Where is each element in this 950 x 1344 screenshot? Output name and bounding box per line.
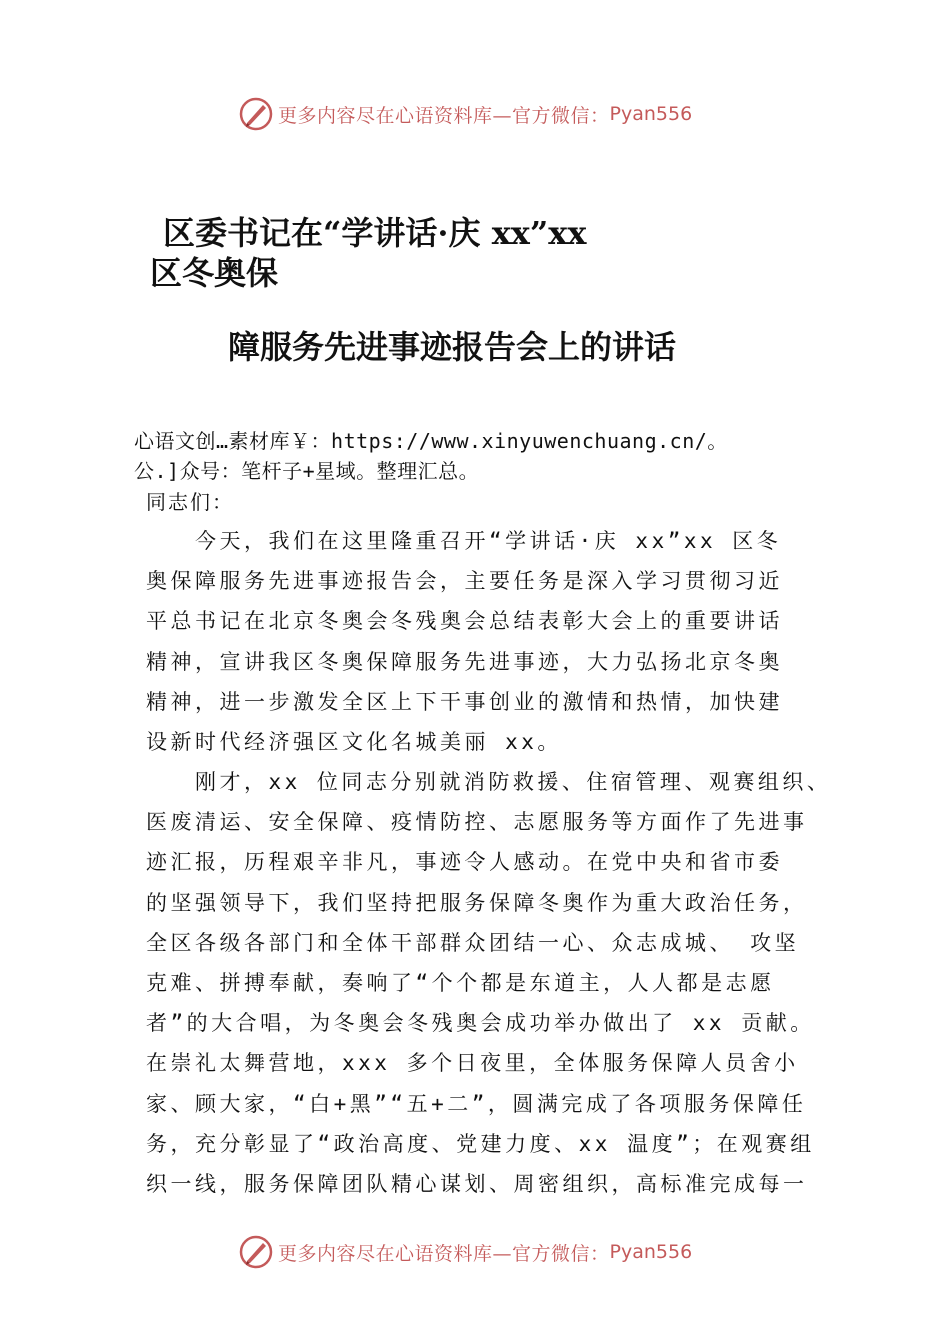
- paragraph-line: 务，充分彰显了“政治高度、党建力度、xx 温度”；在观赛组: [146, 1131, 815, 1156]
- paragraph-line: 今天，我们在这里隆重召开“学讲话·庆 xx”xx 区冬: [146, 529, 782, 553]
- paragraph-line: 织一线，服务保障团队精心谋划、周密组织，高标准完成每一: [146, 1171, 808, 1196]
- source-line-1: 心语文创…素材库￥：https://www.xinyuwenchuang.cn/。: [134, 429, 728, 453]
- paragraph-line: 全区各级各部门和全体干部群众团结一心、众志成城、 攻坚: [146, 930, 800, 955]
- banner-handle: Pyan556: [609, 1241, 693, 1263]
- header-banner: [238, 94, 758, 134]
- pen-circle-logo-icon: [238, 1234, 274, 1270]
- paragraph-line: 医废清运、安全保障、疫情防控、志愿服务等方面作了先进事: [146, 810, 808, 835]
- paragraph-line: 者”的大合唱，为冬奥会冬残奥会成功举办做出了 xx 贡献。: [146, 1011, 815, 1036]
- paragraph-line: 精神，进一步激发全区上下干事创业的激情和热情，加快建: [146, 689, 783, 714]
- footer-banner: [238, 1232, 758, 1272]
- pen-circle-logo-icon: [238, 96, 274, 132]
- paragraph-line: 迹汇报，历程艰辛非凡，事迹令人感动。在党中央和省市委: [146, 850, 783, 875]
- banner-text: 更多内容尽在心语资料库—官方微信：: [278, 1242, 610, 1265]
- document-title-line-2: 区冬奥保: [150, 254, 279, 292]
- document-title-line-1: 区委书记在“学讲话·庆 xx”xx: [163, 214, 587, 252]
- document-title-line-3: 障服务先进事迹报告会上的讲话: [228, 328, 677, 366]
- paragraph-line: 的坚强领导下，我们坚持把服务保障冬奥作为重大政治任务，: [146, 890, 808, 915]
- banner-text: 更多内容尽在心语资料库—官方微信：: [278, 104, 610, 127]
- paragraph-line: 家、顾大家，“白+黑”“五+二”，圆满完成了各项服务保障任: [146, 1091, 807, 1116]
- banner-handle: Pyan556: [609, 103, 693, 125]
- paragraph-line: 精神，宣讲我区冬奥保障服务先进事迹，大力弘扬北京冬奥: [146, 649, 783, 674]
- source-line-2: 公.]众号：笔杆子+星域。整理汇总。: [134, 459, 480, 483]
- paragraph-2: [146, 762, 832, 1204]
- salutation: 同志们：: [146, 490, 234, 514]
- paragraph-line: 克难、拼搏奉献，奏响了“个个都是东道主，人人都是志愿: [146, 970, 775, 995]
- paragraph-line: 设新时代经济强区文化名城美丽 xx。: [146, 729, 562, 754]
- paragraph-line: 刚才，xx 位同志分别就消防救援、住宿管理、观赛组织、: [146, 770, 832, 794]
- paragraph-line: 在崇礼太舞营地，xxx 多个日夜里，全体服务保障人员舍小: [146, 1051, 799, 1076]
- paragraph-1: [146, 521, 816, 762]
- paragraph-line: 平总书记在北京冬奥会冬残奥会总结表彰大会上的重要讲话: [146, 609, 783, 634]
- paragraph-line: 奥保障服务先进事迹报告会，主要任务是深入学习贯彻习近: [146, 569, 783, 594]
